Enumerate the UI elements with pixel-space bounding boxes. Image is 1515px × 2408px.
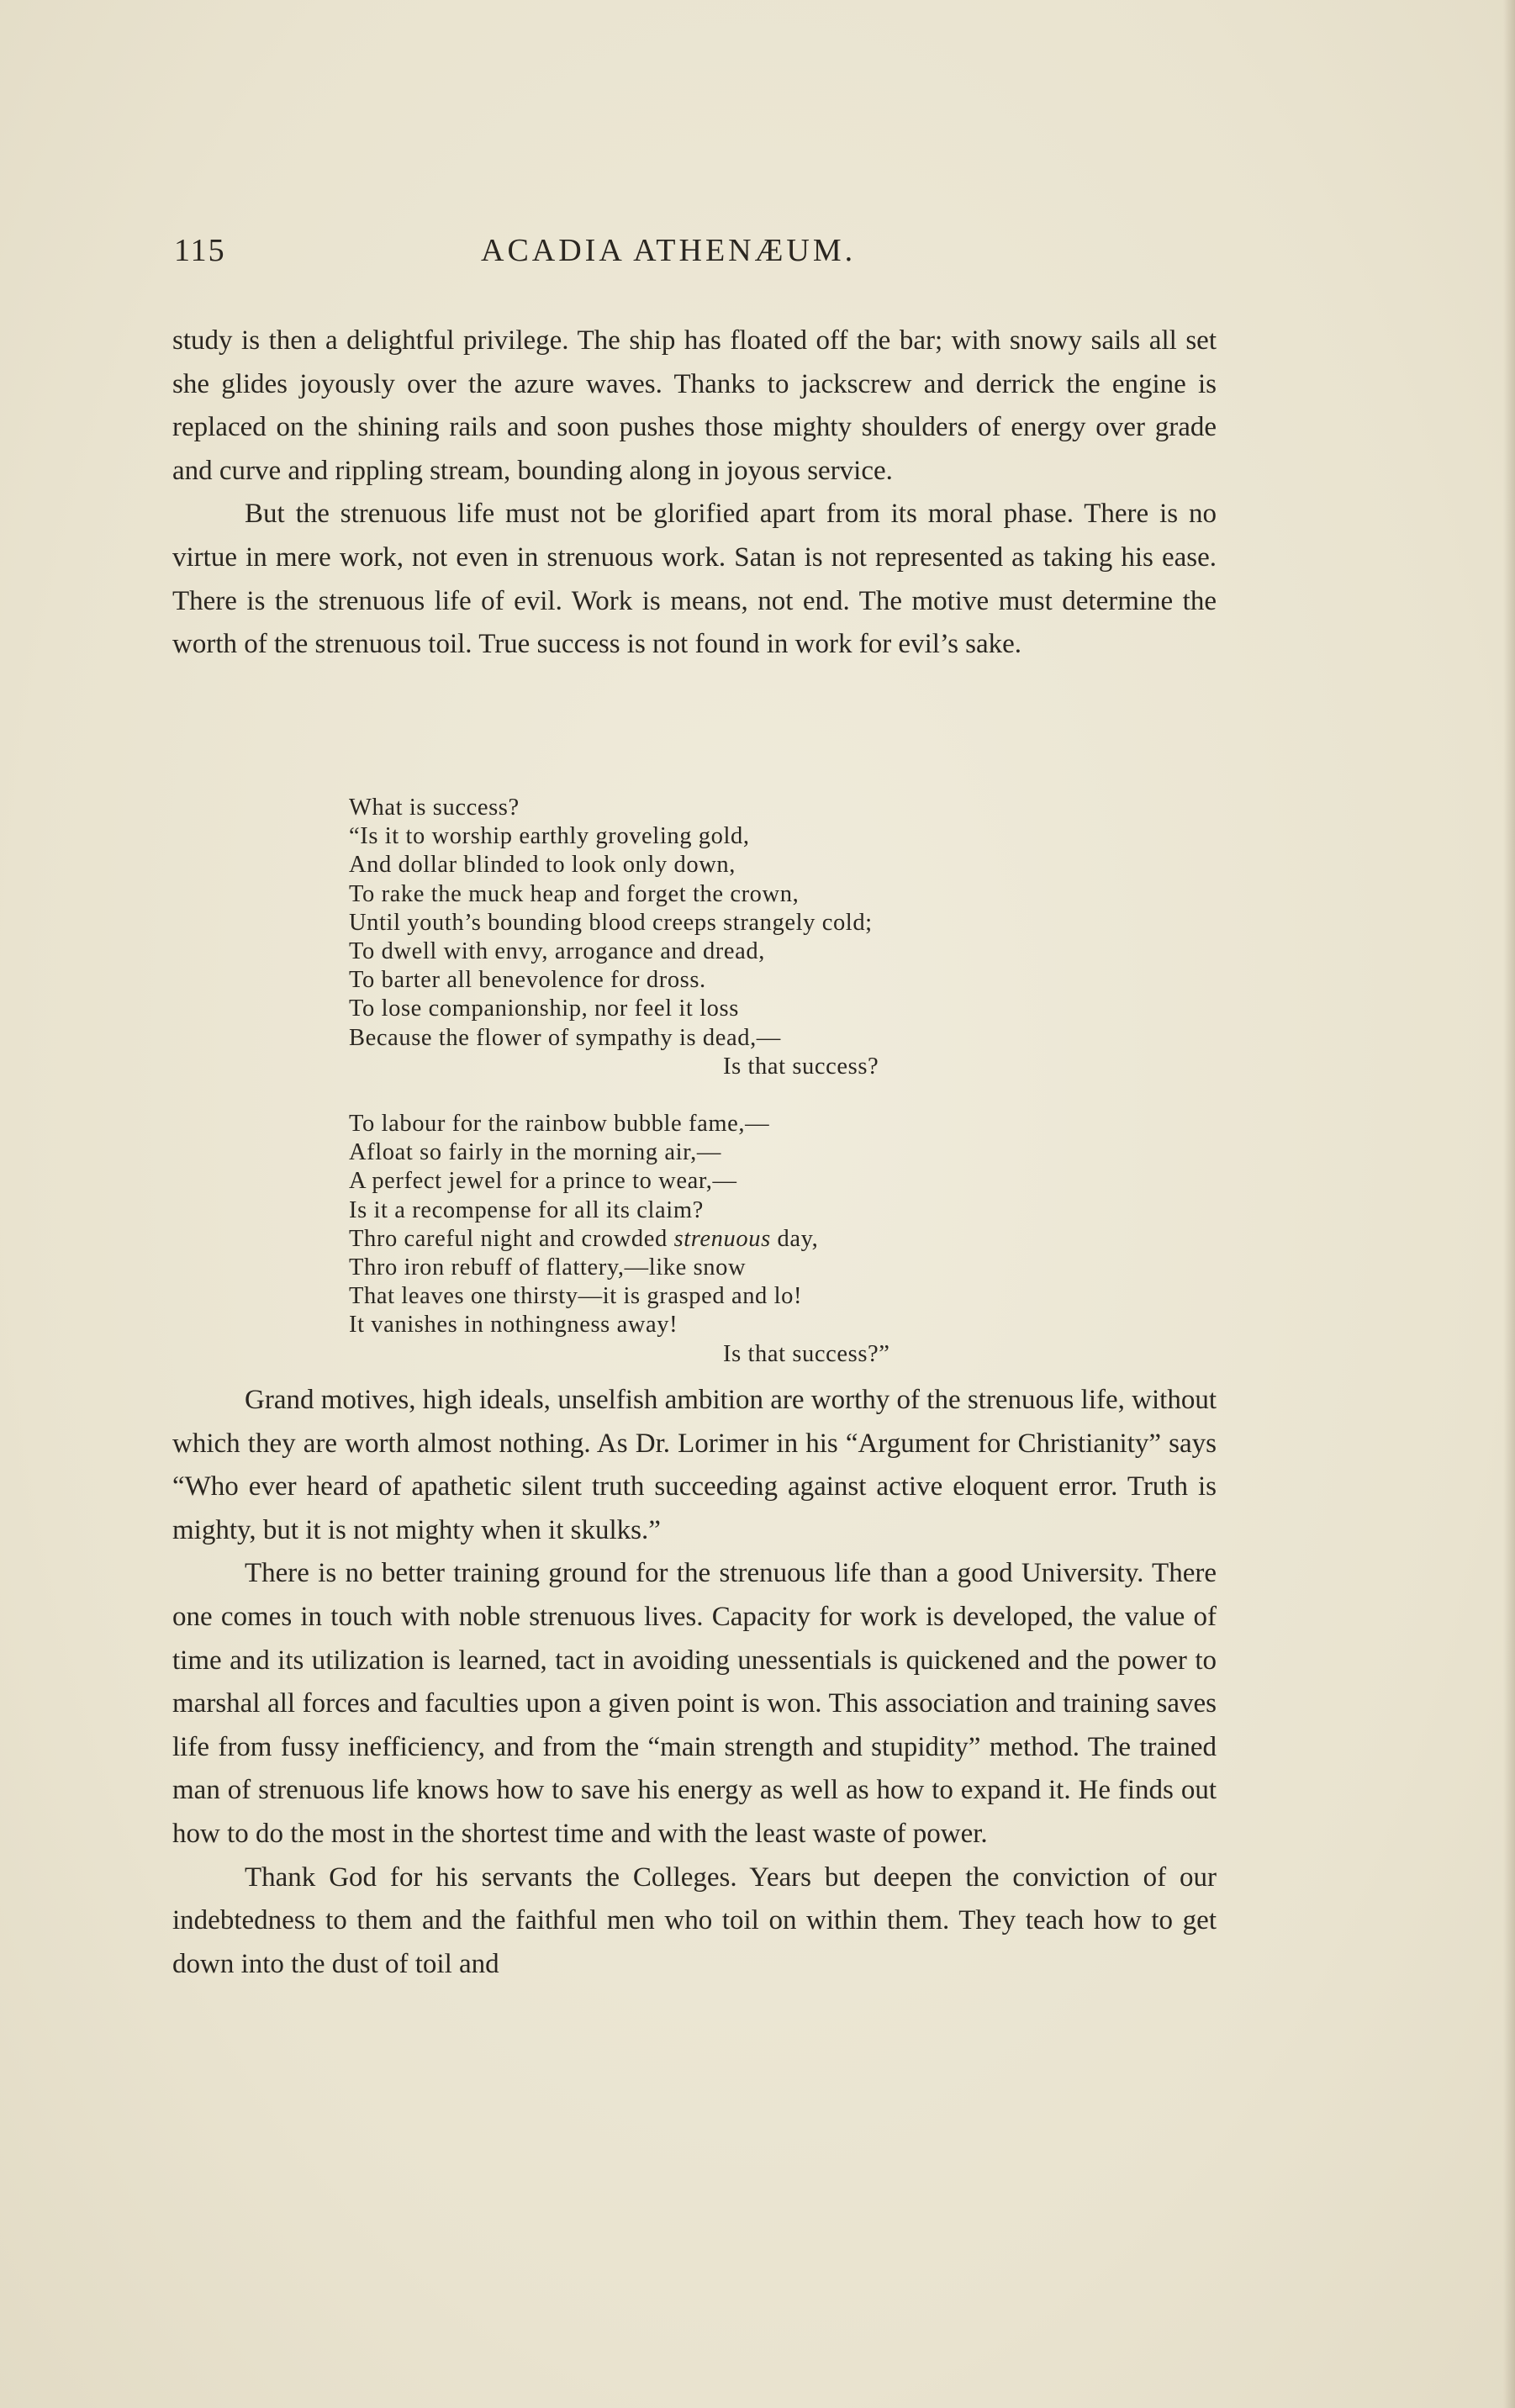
poem-line: “Is it to worship earthly groveling gold, <box>349 823 750 850</box>
paragraph: study is then a delightful privilege. The ship has floated off the bar; with snowy sails all set she glides joyously over the azure waves. Thanks to jackscrew and derrick the engine is replaced on the shining rails and soon pushes those mighty shoulders of energy over grade and curve and rippling stream, bounding along in joyous service. <box>172 325 1217 486</box>
paragraph: There is no better training ground for the strenuous life than a good University. There one comes in touch with noble strenuous lives. Capacity for work is developed, the value of time and its utilization is learned, tact in avoiding unessentials is quickened and the power to marshal all forces and faculties upon a given point is won. This association and training saves life from fussy inefficiency, and from the “main strength and stupidity” method. The trained man of strenuous life knows how to save his energy as well as how to expand it. He finds out how to do the most in the shortest time and with the least waste of power. <box>172 1558 1217 1849</box>
poem-refrain: Is that success?” <box>723 1340 890 1367</box>
paragraph: Thank God for his servants the Colleges. Years but deepen the conviction of our indebtedness to them and the faithful men who toil on within them. They teach how to get down into the dust of toil and <box>172 1861 1217 1979</box>
page-edge-shadow <box>1503 0 1515 2408</box>
poem-line <box>349 1225 1005 1254</box>
poem-line-part: day, <box>770 1225 819 1252</box>
body-text-bottom <box>172 1379 1217 1986</box>
paragraph: Grand motives, high ideals, unselfish ambition are worthy of the strenuous life, without which they are worth almost nothing. As Dr. Lorimer in his “Argument for Christianity” says “Who ever heard of apathetic silent truth succeeding against active eloquent error. Truth is mighty, but it is not mighty when it skulks.” <box>172 1385 1217 1545</box>
poem-line: Thro iron rebuff of flattery,—like snow <box>349 1254 747 1281</box>
poem-block <box>349 794 1005 1369</box>
poem-line: To labour for the rainbow bubble fame,— <box>349 1111 770 1138</box>
body-text-top <box>172 319 1217 667</box>
poem-line: That leaves one thirsty—it is grasped and lo! <box>349 1283 803 1310</box>
running-header <box>174 232 1217 283</box>
stanza-break <box>349 1081 1005 1110</box>
italic-word: strenuous <box>673 1225 771 1252</box>
poem-line: It vanishes in nothingness away! <box>349 1312 678 1339</box>
page-number: 115 <box>174 233 226 268</box>
poem-line: A perfect jewel for a prince to wear,— <box>349 1168 737 1195</box>
poem-line: And dollar blinded to look only down, <box>349 852 736 879</box>
poem-line: To rake the muck heap and forget the crown, <box>349 880 800 907</box>
poem-line: To barter all benevolence for dross. <box>349 967 706 994</box>
poem-line: Because the flower of sympathy is dead,— <box>349 1024 781 1051</box>
poem-line: Is it a recompense for all its claim? <box>349 1196 704 1223</box>
poem-line: To lose companionship, nor feel it loss <box>349 995 739 1022</box>
poem-line: What is success? <box>349 795 520 821</box>
journal-title: ACADIA ATHENÆUM. <box>481 233 857 268</box>
poem-line: Afloat so fairly in the morning air,— <box>349 1139 721 1166</box>
poem-line: Until youth’s bounding blood creeps strangely cold; <box>349 909 873 936</box>
paragraph: But the strenuous life must not be glorified apart from its moral phase. There is no virtue in mere work, not even in strenuous work. Satan is not represented as taking his ease. There is the strenuous life of evil. Work is means, not end. The motive must determine the worth of the strenuous toil. True success is not found in work for evil’s sake. <box>172 499 1217 660</box>
poem-refrain: Is that success? <box>723 1053 879 1080</box>
poem-line: To dwell with envy, arrogance and dread, <box>349 938 765 965</box>
poem-line-part: Thro careful night and crowded <box>349 1225 674 1252</box>
